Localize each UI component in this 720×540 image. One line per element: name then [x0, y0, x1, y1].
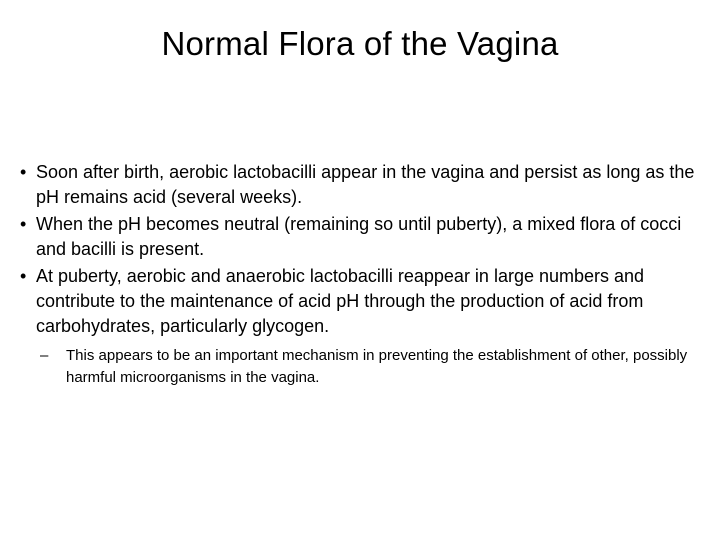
bullet-item	[20, 160, 710, 210]
bullet-marker: •	[20, 214, 27, 234]
bullet-text: When the pH becomes neutral (remaining so until puberty), a mixed flora of cocci and bacilli is present.	[36, 214, 682, 259]
bullet-list	[20, 160, 710, 389]
bullet-marker: •	[20, 162, 27, 182]
bullet-marker: •	[20, 266, 27, 286]
bullet-text: At puberty, aerobic and anaerobic lactobacilli reappear in large numbers and contribute to the maintenance of acid pH through the production of acid from carbohydrates, particularly glycogen.	[36, 266, 645, 336]
bullet-item	[20, 264, 710, 389]
sub-bullet-list	[36, 345, 710, 389]
sub-bullet-item	[36, 345, 710, 389]
sub-bullet-text: This appears to be an important mechanism in preventing the establishment of other, possibly harmful microorganisms in the vagina.	[66, 347, 688, 386]
slide-body	[20, 160, 710, 391]
slide-title: Normal Flora of the Vagina	[161, 25, 559, 62]
bullet-text: Soon after birth, aerobic lactobacilli appear in the vagina and persist as long as the pH remains acid (several weeks).	[36, 162, 695, 207]
sub-bullet-marker: –	[40, 347, 49, 364]
bullet-item	[20, 212, 710, 262]
